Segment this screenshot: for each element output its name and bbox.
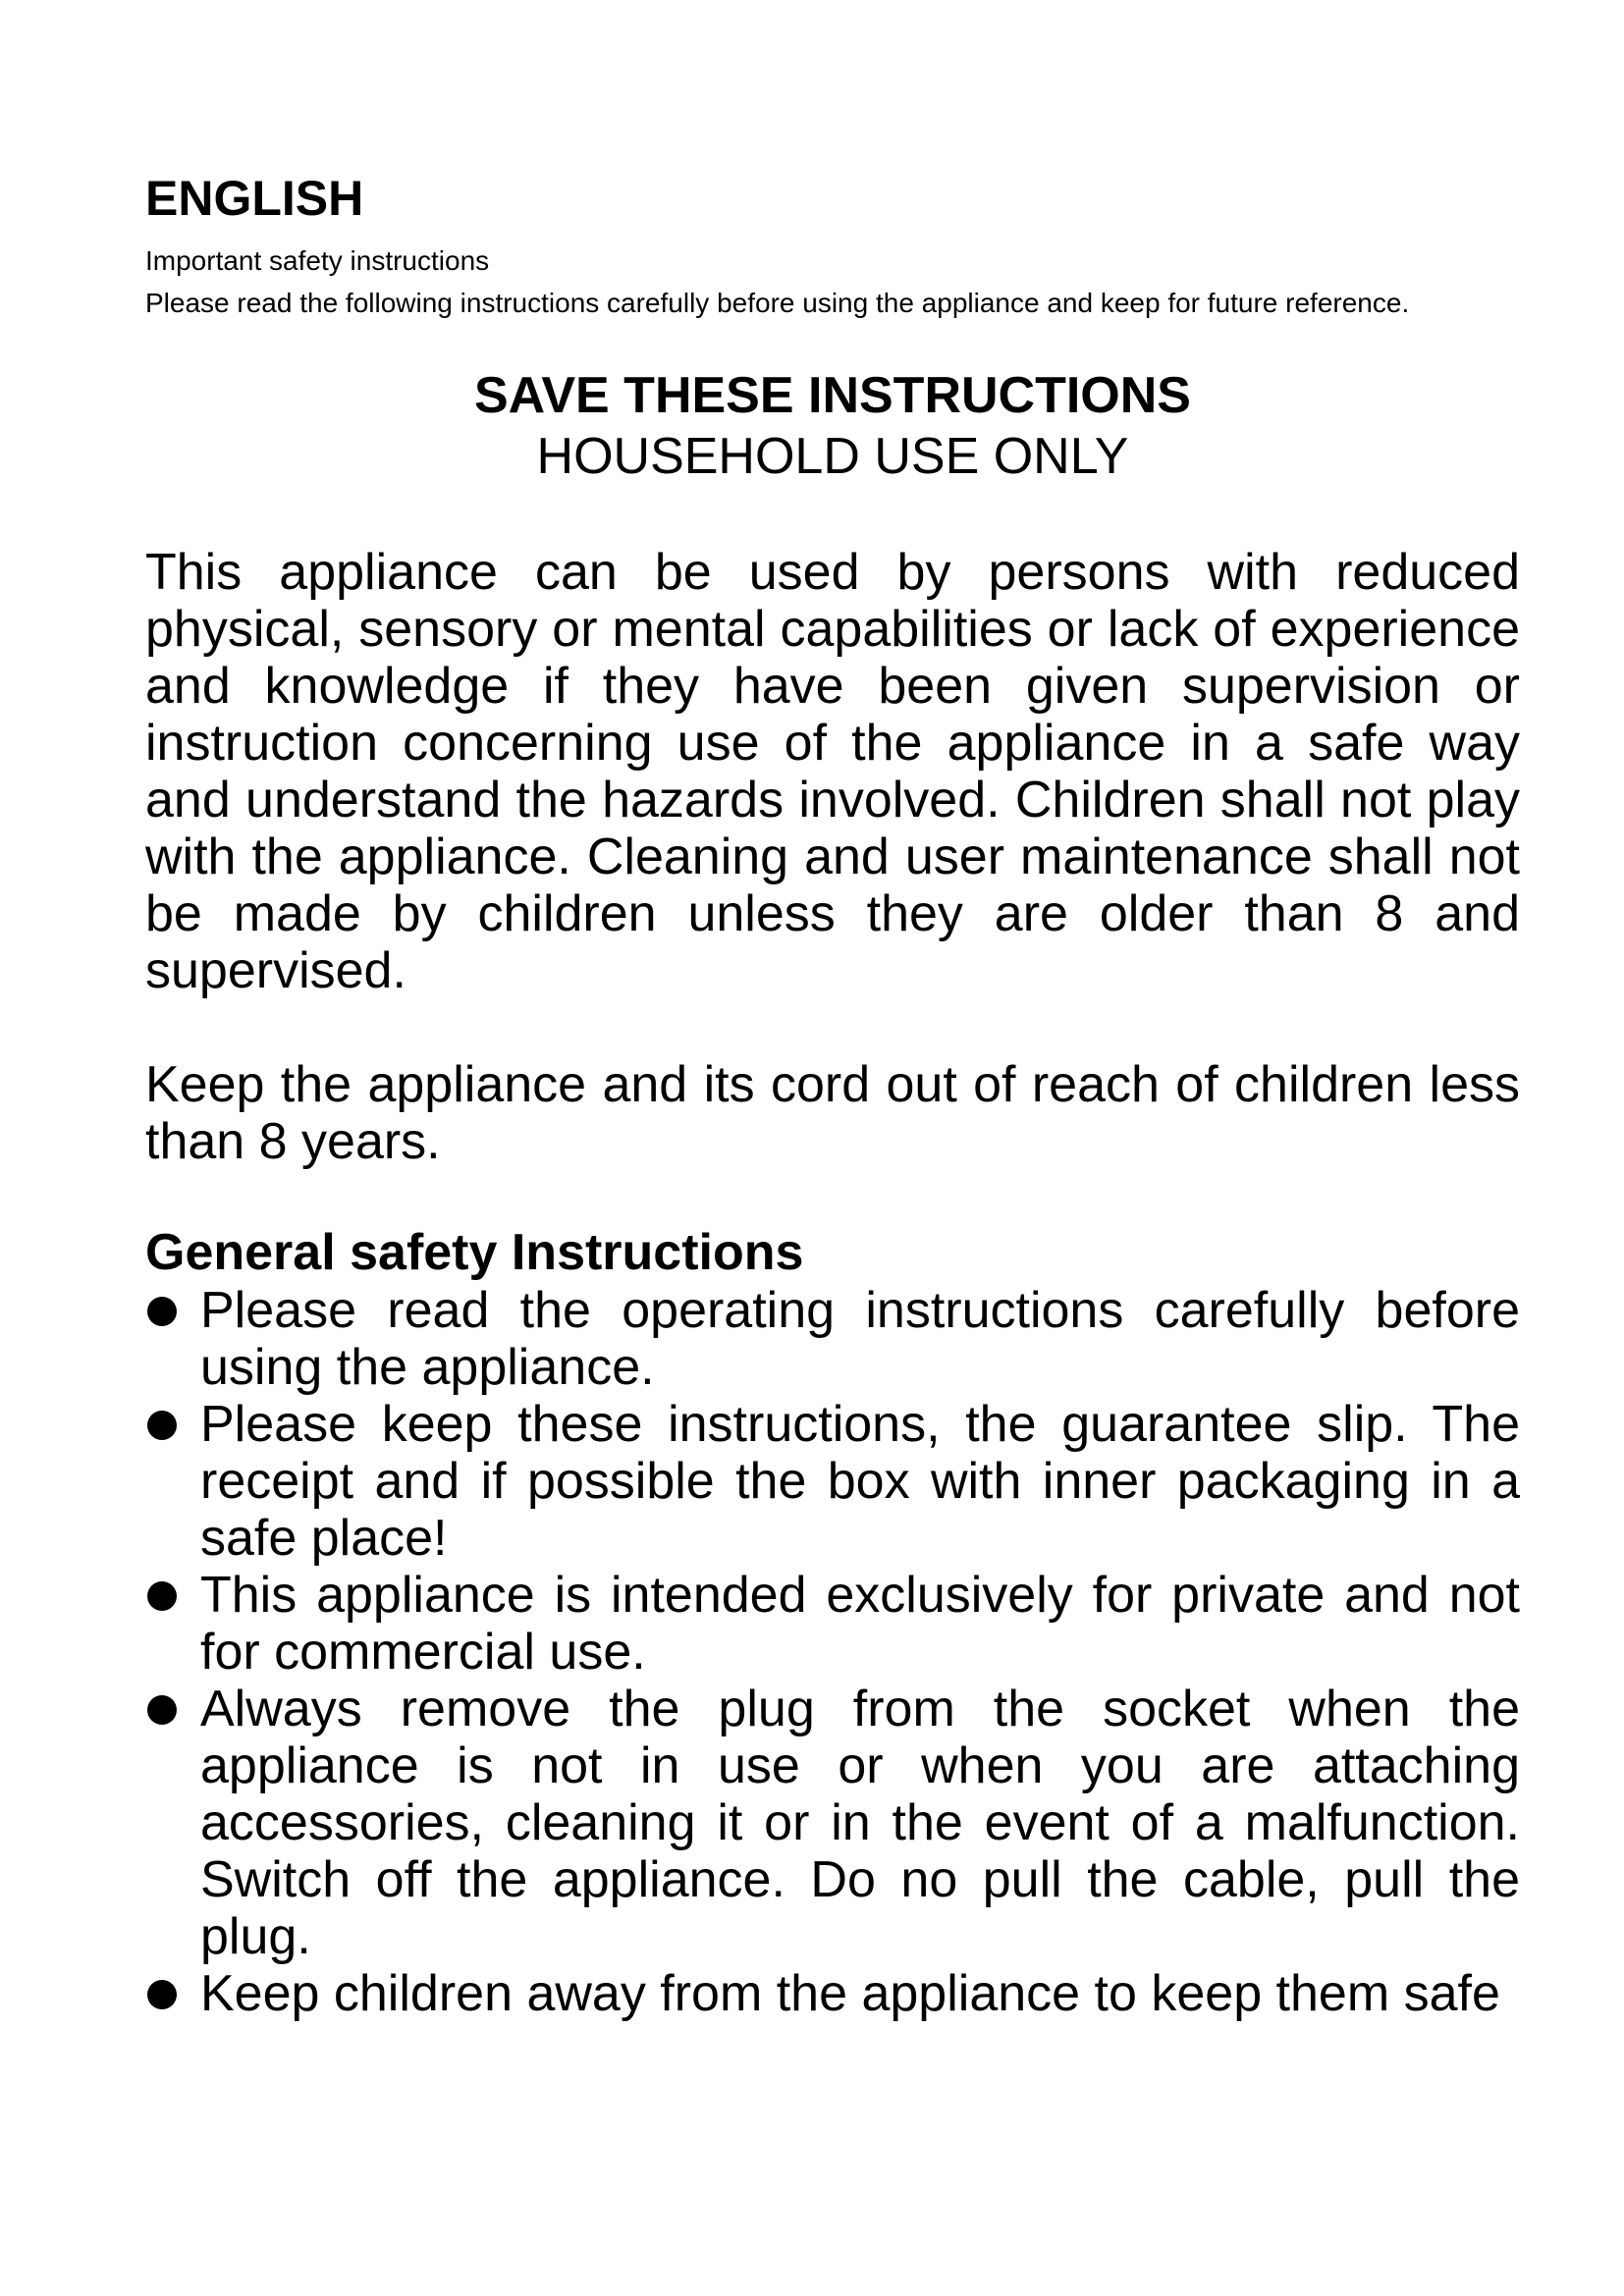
- list-item: [145, 1567, 1520, 1681]
- document-page: [145, 169, 1520, 2022]
- list-item-text: Please keep these instructions, the guarantee slip. The receipt and if possible the box with inner packaging in a safe place!: [200, 1396, 1520, 1567]
- list-item: [145, 1681, 1520, 1965]
- list-item: [145, 1396, 1520, 1567]
- cord-paragraph: Keep the appliance and its cord out of reach of children less than 8 years.: [145, 1056, 1520, 1170]
- bullet-icon: [147, 1980, 177, 2009]
- language-heading: ENGLISH: [145, 171, 364, 226]
- safety-bullet-list: [145, 1282, 1520, 2022]
- list-item-text: Always remove the plug from the socket when the appliance is not in use or when you are attaching accessories, cleaning it or in the event of a malfunction. Switch off the appliance. Do no pull the cable, pull the plug.: [200, 1681, 1520, 1965]
- general-safety-heading: General safety Instructions: [145, 1224, 804, 1281]
- safety-subtitle: Important safety instructions: [145, 245, 490, 276]
- household-use-subtitle: HOUSEHOLD USE ONLY: [536, 428, 1129, 485]
- bullet-icon: [147, 1695, 177, 1725]
- list-item: [145, 1965, 1520, 2022]
- notice-block: [145, 365, 1520, 487]
- bullet-icon: [147, 1297, 177, 1326]
- list-item-text: Keep children away from the appliance to keep them safe: [200, 1965, 1500, 2022]
- bullet-icon: [147, 1581, 177, 1611]
- list-item: [145, 1282, 1520, 1396]
- list-item-text: Please read the operating instructions carefully before using the appliance.: [200, 1282, 1520, 1396]
- list-item-text: This appliance is intended exclusively for private and not for commercial use.: [200, 1567, 1520, 1681]
- intro-text: Please read the following instructions carefully before using the appliance and keep for future reference.: [145, 288, 1410, 318]
- save-instructions-title: SAVE THESE INSTRUCTIONS: [473, 367, 1191, 424]
- bullet-icon: [147, 1411, 177, 1440]
- capabilities-paragraph: This appliance can be used by persons with reduced physical, sensory or mental capabilities or lack of experience and knowledge if they have been given supervision or instruction concerning use of the appliance in a safe way and understand the hazards involved. Children shall not play with the appliance. Cleaning and user maintenance shall not be made by children unless they are older than 8 and supervised.: [145, 544, 1520, 999]
